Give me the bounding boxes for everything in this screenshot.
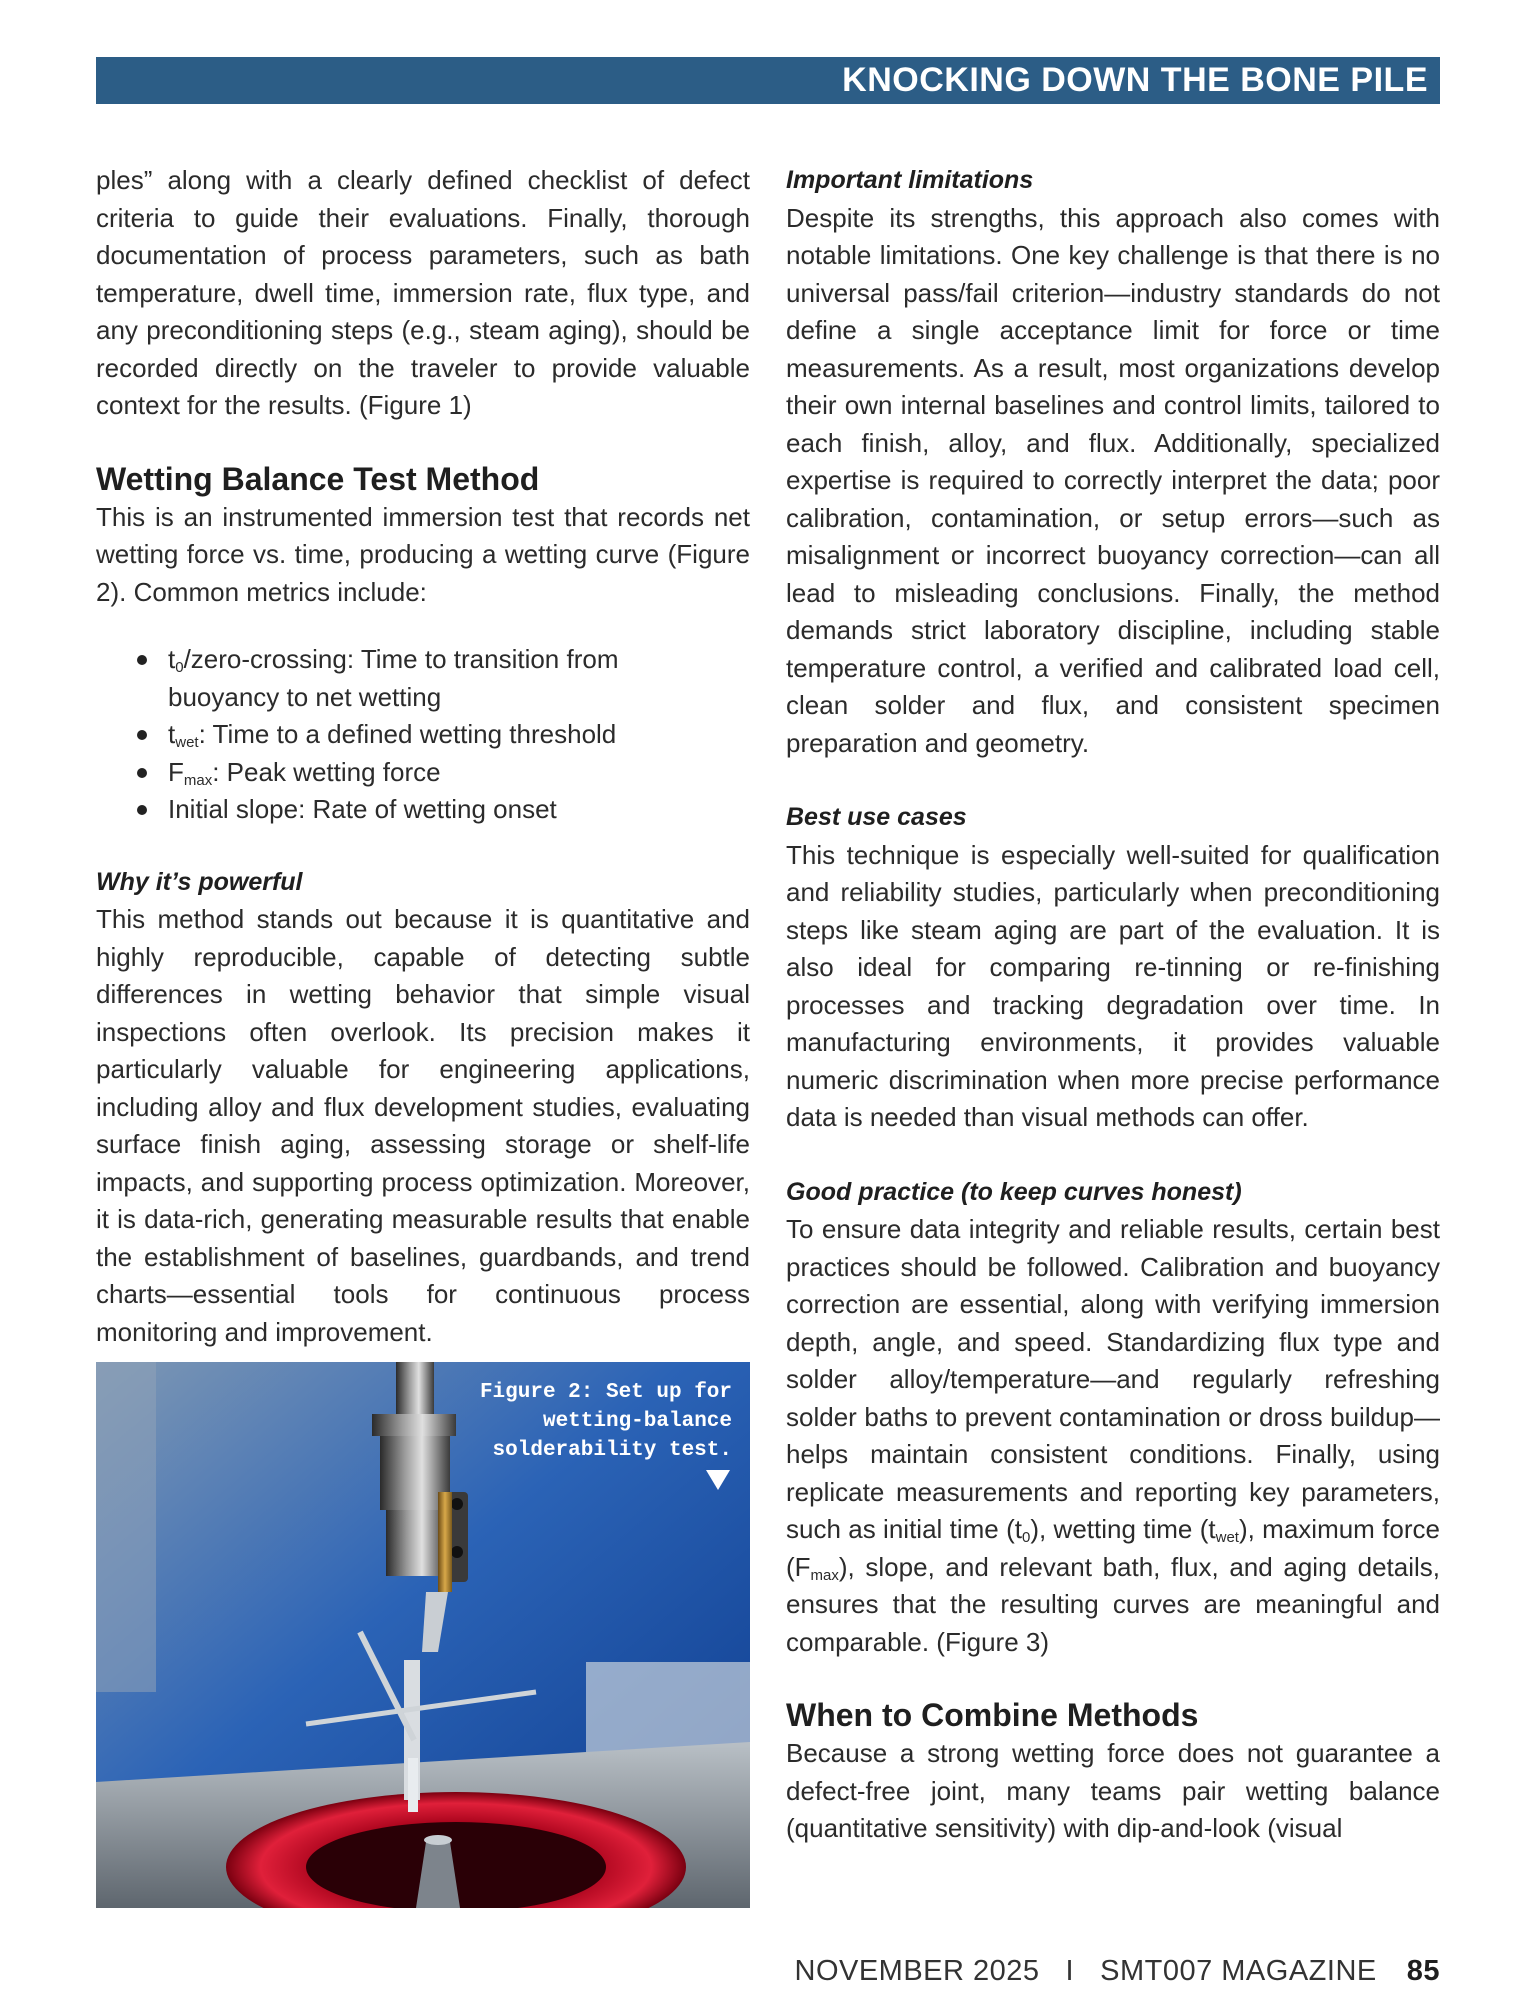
bullet-icon xyxy=(137,805,147,815)
why-powerful-paragraph: This method stands out because it is quantitative and highly reproducible, capable of detecting subtle differences in wetting behavior that simple visual inspections often overlook. Its precision makes it particularly valuable for engineering applications, including alloy and flux development studies, evaluating surface finish aging, assessing storage or shelf-life impacts, and supporting process optimization. Moreover, it is data-rich, generating measurable results that enable the establishment of baselines, guardbands, and trend charts—essential tools for continuous process monitoring and improvement. xyxy=(96,904,750,1347)
why-powerful-heading: Why it’s powerful xyxy=(96,867,303,896)
page-number: 85 xyxy=(1406,1955,1440,1987)
magazine-name: SMT007 MAGAZINE xyxy=(1100,1955,1377,1987)
limitations-heading: Important limitations xyxy=(786,166,1034,194)
left-column xyxy=(96,162,750,1351)
section-title: KNOCKING DOWN THE BONE PILE xyxy=(842,61,1428,99)
bullet-icon xyxy=(137,655,147,665)
caption-arrow-icon xyxy=(706,1470,730,1490)
metrics-list xyxy=(96,641,750,829)
intro-paragraph: ples” along with a clearly defined checklist of defect criteria to guide their evaluations. Finally, thorough documentation of process parameters, such as bath temperature, dwell time, immersion rate, flux type, and any preconditioning steps (e.g., steam aging), should be recorded directly on the traveler to provide valuable context for the results. (Figure 1) xyxy=(96,165,750,420)
best-use-heading: Best use cases xyxy=(786,803,967,831)
combine-methods-paragraph: Because a strong wetting force does not guarantee a defect-free joint, many teams pair wetting balance (quantitative sensitivity) with dip-and-look (visual xyxy=(786,1738,1440,1843)
list-item: $t_0/zero$-crossing: Time to transition from buoyancy to net wetting xyxy=(168,641,750,716)
combine-methods-heading: When to Combine Methods xyxy=(786,1697,1199,1733)
limitations-paragraph: Despite its strengths, this approach also comes with notable limitations. One key challenge is that there is no universal pass/fail criterion—industry standards do not define a single acceptance limit for force or time measurements. As a result, most organizations develop their own internal baselines and control limits, tailored to each finish, alloy, and flux. Additionally, specialized expertise is required to correctly interpret the data; poor calibration, contamination, or setup errors—such as misalignment or incorrect buoyancy correction—can all lead to misleading conclusions. Finally, the method demands strict laboratory discipline, including stable temperature control, a verified and calibrated load cell, clean solder and flux, and consistent specimen preparation and geometry. xyxy=(786,202,1440,758)
list-item: Initial slope: Rate of wetting onset xyxy=(168,791,750,829)
bullet-icon xyxy=(137,730,147,740)
best-use-paragraph: This technique is especially well-suited for qualification and reliability studies, particularly when preconditioning steps like steam aging are part of the evaluation. It is also ideal for comparing re-tinning or re-finishing processes and tracking degradation over time. In manufacturing environments, it provides valuable numeric discrimination when more precise performance data is needed than visual methods can offer. xyxy=(786,839,1440,1132)
good-practice-paragraph: To ensure data integrity and reliable results, certain best practices should be followed. Calibration and buoyancy correction are essential, along with verifying immersion depth, angle, and speed. Standardizing flux type and solder alloy/temperature—and regularly refreshing solder baths to prevent contamination or dross buildup—helps maintain consistent conditions. Finally, using replicate measurements and reporting key parameters, such as initial time $(t_0)$, wetting time $(t_{wet})$, maximum force $(F_{max})$, slope, and relevant bath, flux, and aging details, ensures that the resulting curves are meaningful and comparable. (Figure 3) xyxy=(786,1214,1440,1657)
page-footer xyxy=(795,1955,1441,1988)
figure-caption: Figure 2: Set up for wetting-balance solderability test. xyxy=(479,1381,732,1462)
section-banner xyxy=(96,57,1440,104)
bullet-icon xyxy=(137,768,147,778)
right-column xyxy=(786,162,1440,1848)
list-item: $F_{max}$: Peak wetting force xyxy=(168,754,750,792)
wetting-balance-intro: This is an instrumented immersion test that records net wetting force vs. time, producing a wetting curve (Figure 2). Common metrics include: xyxy=(96,501,750,607)
figure-2-photo xyxy=(96,1362,750,1908)
list-item: $t_{wet}$: Time to a defined wetting threshold xyxy=(168,716,750,754)
issue-date: NOVEMBER 2025 xyxy=(794,1955,1040,1987)
good-practice-heading: Good practice (to keep curves honest) xyxy=(786,1177,1242,1206)
wetting-balance-heading: Wetting Balance Test Method xyxy=(96,460,540,497)
footer-separator: I xyxy=(1065,1955,1075,1987)
